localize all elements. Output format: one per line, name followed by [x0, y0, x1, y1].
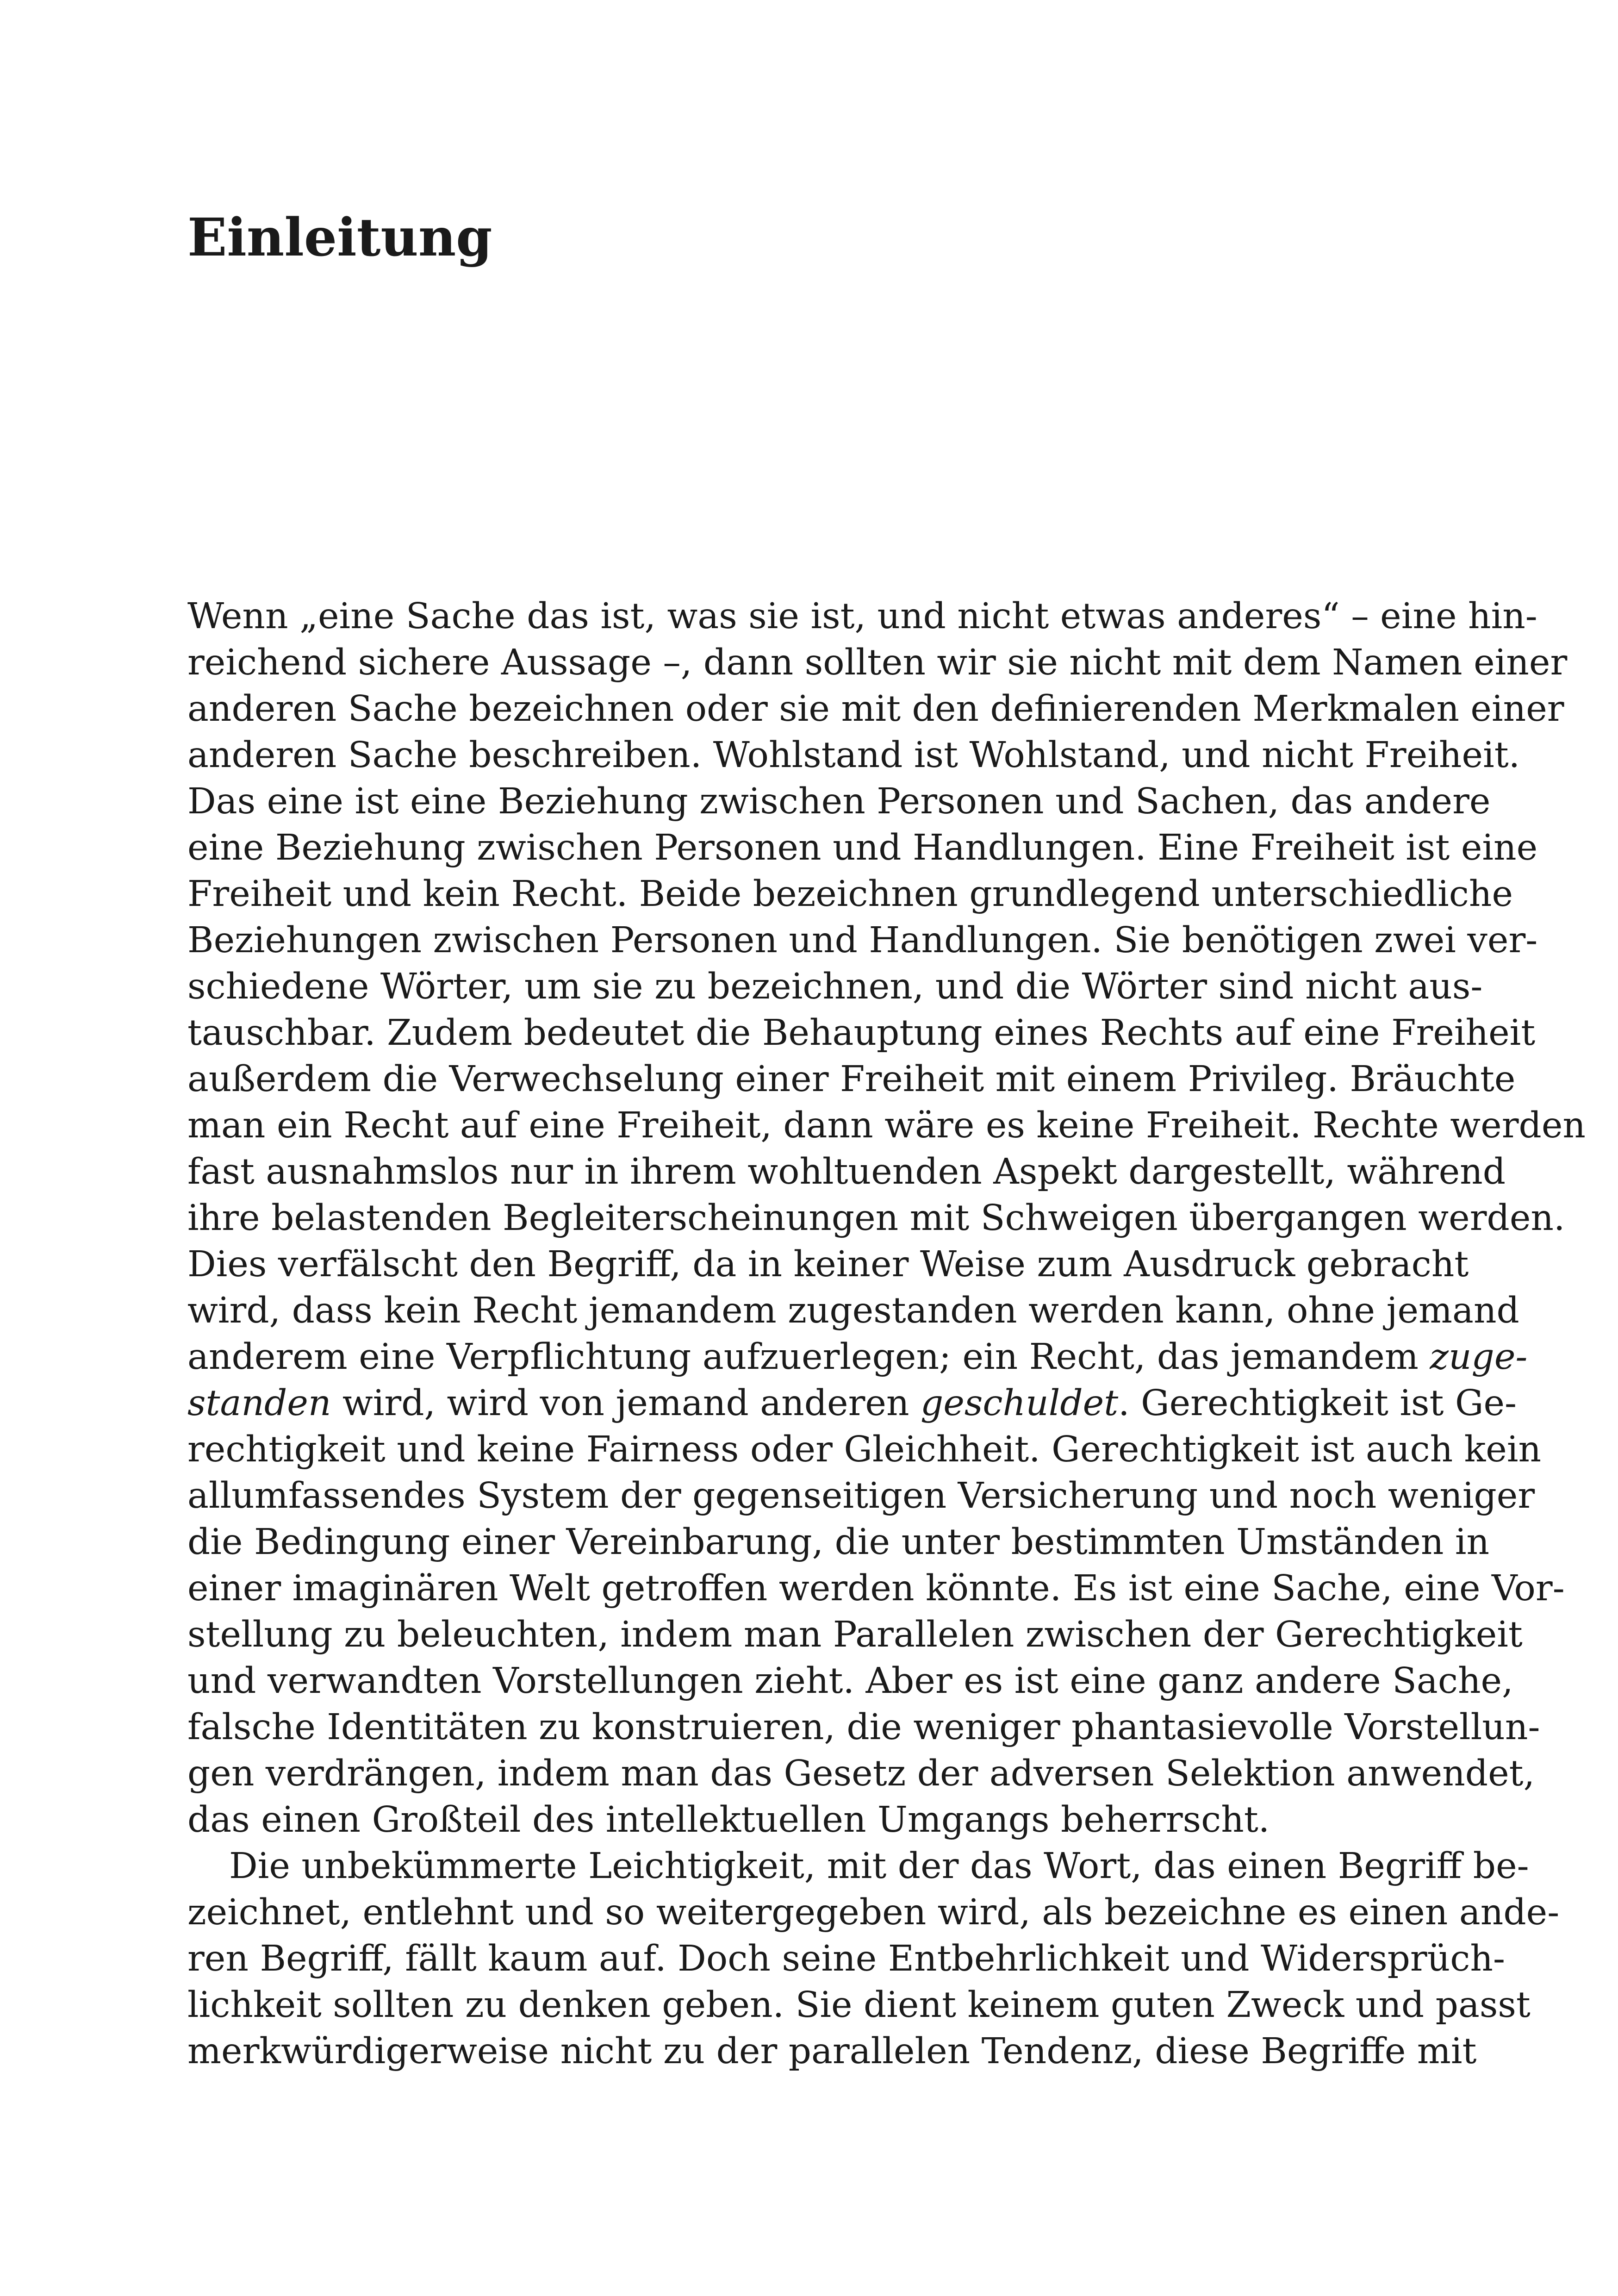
paragraph-2-line-4: lichkeit sollten zu denken geben. Sie dient keinem guten Zweck und passt [187, 1984, 1531, 2026]
paragraph-1-line-6: eine Beziehung zwischen Personen und Handlungen. Eine Freiheit ist eine [187, 827, 1538, 868]
paragraph-2-line-5: merkwürdigerweise nicht zu der parallelen Tendenz, diese Begriffe mit [187, 2031, 1477, 2072]
paragraph-1-line-10: tauschbar. Zudem bedeutet die Behauptung eines Rechts auf eine Freiheit [187, 1012, 1536, 1054]
paragraph-1-line-13: fast ausnahmslos nur in ihrem wohltuenden Aspekt dargestellt, während [187, 1151, 1506, 1192]
paragraph-1-line-26: gen verdrängen, indem man das Gesetz der adversen Selektion anwendet, [187, 1753, 1535, 1794]
paragraph-1-line-2: reichend sichere Aussage –, dann sollten wir sie nicht mit dem Namen einer [187, 642, 1568, 683]
paragraph-1-line-23: stellung zu beleuchten, indem man Parallelen zwischen der Gerechtigkeit [187, 1614, 1523, 1655]
paragraph-1-line-16: wird, dass kein Recht jemandem zugestanden werden kann, ohne jemand [187, 1290, 1519, 1331]
paragraph-1-line-19: rechtigkeit und keine Fairness oder Gleichheit. Gerechtigkeit ist auch kein [187, 1429, 1542, 1470]
paragraph-1-line-17 [187, 1334, 1528, 1380]
paragraph-1-line-12: man ein Recht auf eine Freiheit, dann wäre es keine Freiheit. Rechte werden [187, 1105, 1586, 1146]
paragraph-2-line-2: zeichnet, entlehnt und so weitergegeben wird, als bezeichne es einen ande- [187, 1892, 1560, 1933]
text-segment: anderem eine Verpflichtung aufzuerlegen; ein Recht, das jemandem [187, 1336, 1430, 1378]
paragraph-1-line-4: anderen Sache beschreiben. Wohlstand ist Wohlstand, und nicht Freiheit. [187, 735, 1520, 776]
text-segment: . Gerechtigkeit ist Ge- [1118, 1383, 1517, 1424]
paragraph-1-line-21: die Bedingung einer Vereinbarung, die unter bestimmten Umständen in [187, 1522, 1490, 1563]
paragraph-1-line-24: und verwandten Vorstellungen zieht. Aber es ist eine ganz andere Sache, [187, 1660, 1513, 1702]
paragraph-1-line-25: falsche Identitäten zu konstruieren, die weniger phantasievolle Vorstellun- [187, 1707, 1540, 1748]
paragraph-1-line-15: Dies verfälscht den Begriff, da in keiner Weise zum Ausdruck gebracht [187, 1244, 1469, 1285]
paragraph-1-line-3: anderen Sache bezeichnen oder sie mit den definierenden Merkmalen einer [187, 688, 1564, 730]
paragraph-1-line-7: Freiheit und kein Recht. Beide bezeichnen grundlegend unterschiedliche [187, 873, 1513, 915]
paragraph-1-line-11: außerdem die Verwechselung einer Freiheit mit einem Privileg. Bräuchte [187, 1059, 1516, 1100]
paragraph-1-line-1: Wenn „eine Sache das ist, was sie ist, und nicht etwas anderes“ – eine hin- [187, 596, 1537, 637]
paragraph-1-line-18 [187, 1380, 1517, 1427]
paragraph-1-line-27: das einen Großteil des intellektuellen Umgangs beherrscht. [187, 1799, 1270, 1841]
italic-term: geschuldet [921, 1383, 1119, 1424]
paragraph-1-line-14: ihre belastenden Begleiterscheinungen mit Schweigen übergangen werden. [187, 1198, 1565, 1239]
paragraph-2-line-3: ren Begriff, fällt kaum auf. Doch seine Entbehrlichkeit und Widersprüch- [187, 1938, 1506, 1979]
paragraph-1-line-8: Beziehungen zwischen Personen und Handlungen. Sie benötigen zwei ver- [187, 920, 1538, 961]
italic-term: standen [187, 1383, 331, 1424]
text-segment: wird, wird von jemand anderen [331, 1383, 921, 1424]
paragraph-2-line-1: Die unbekümmerte Leichtigkeit, mit der das Wort, das einen Begriff be- [229, 1846, 1529, 1887]
italic-term: zuge- [1430, 1336, 1528, 1378]
paragraph-1-line-9: schiedene Wörter, um sie zu bezeichnen, und die Wörter sind nicht aus- [187, 966, 1483, 1007]
paragraph-1-line-22: einer imaginären Welt getroffen werden könnte. Es ist eine Sache, eine Vor- [187, 1568, 1565, 1609]
paragraph-1-line-5: Das eine ist eine Beziehung zwischen Personen und Sachen, das andere [187, 781, 1491, 822]
paragraph-1-line-20: allumfassendes System der gegenseitigen Versicherung und noch weniger [187, 1475, 1535, 1516]
chapter-title: Einleitung [187, 207, 492, 268]
